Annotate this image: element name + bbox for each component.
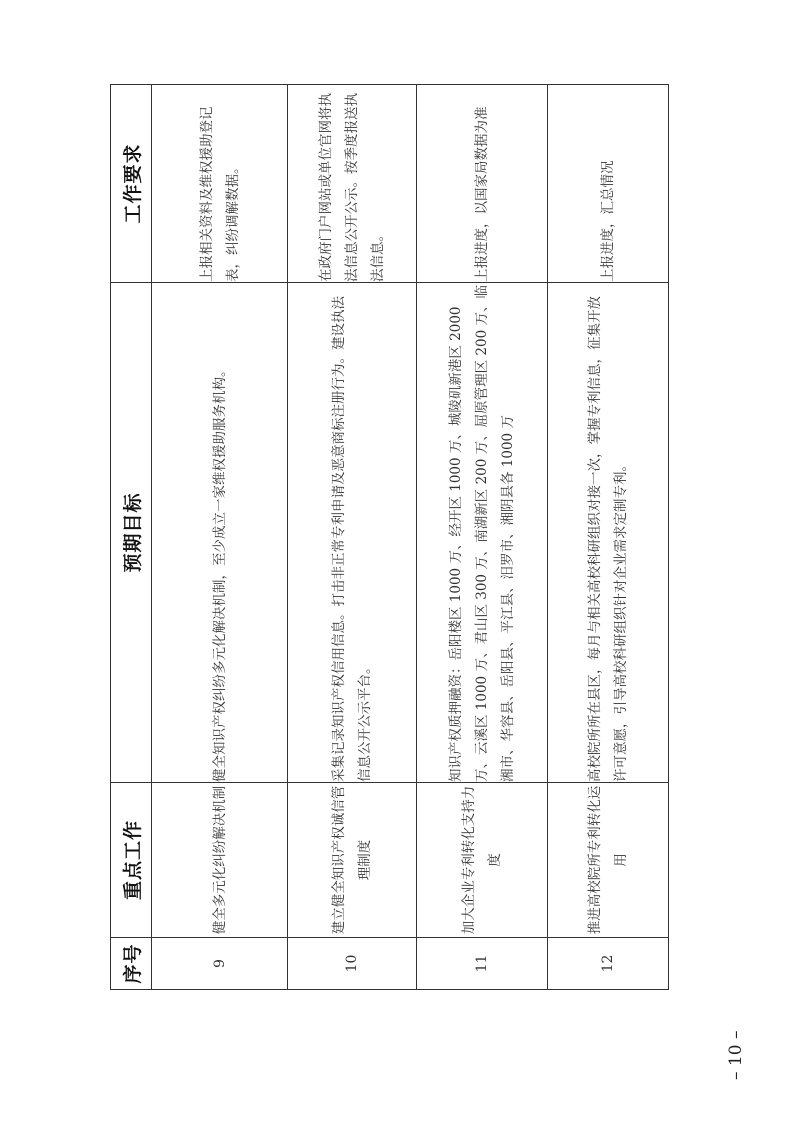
table-row [152,85,288,990]
cell-seq: 11 [417,938,548,990]
cell-task: 推进高校院所专利转化运用 [548,783,669,938]
cell-requirement: 上报进度，汇总情况 [548,85,669,283]
cell-seq: 9 [152,938,288,990]
table-row [417,85,548,990]
table-row [548,85,669,990]
table-row [288,85,417,990]
header-task: 重点工作 [111,783,152,938]
cell-goal: 知识产权质押融资：岳阳楼区 1000 万、经开区 1000 万、城陵矶新港区 2000 万、云溪区 1000 万、君山区 300 万、南湖新区 200 万、屈原管理区 200 万、临湘市、华容县、岳阳县、平江县、汨罗市、湘阴县各 1000 万 [417,283,548,783]
header-seq: 序号 [111,938,152,990]
work-plan-table [110,84,669,990]
cell-requirement: 上报进度，以国家局数据为准 [417,85,548,283]
page-number: – 10 – [726,1030,746,1080]
cell-goal: 采集记录知识产权信用信息。打击非正常专利申请及恶意商标注册行为。建设执法信息公开公示平台。 [288,283,417,783]
cell-task: 建立健全知识产权诚信管理制度 [288,783,417,938]
cell-requirement: 上报相关资料及维权援助登记表，纠纷调解数据。 [152,85,288,283]
cell-seq: 12 [548,938,669,990]
header-requirement: 工作要求 [111,85,152,283]
rotated-table-wrapper [110,85,668,990]
cell-seq: 10 [288,938,417,990]
cell-task: 加大企业专利转化支持力度 [417,783,548,938]
table-header-row [111,85,152,990]
cell-goal: 高校院所所在县区，每月与相关高校科研组织对接一次，掌握专利信息，征集开放许可意愿，引导高校科研组织针对企业需求定制专利。 [548,283,669,783]
cell-task: 健全多元化纠纷解决机制 [152,783,288,938]
cell-goal: 健全知识产权纠纷多元化解决机制，至少成立一家维权援助服务机构。 [152,283,288,783]
cell-requirement: 在政府门户网站或单位官网将执法信息公开公示。按季度报送执法信息。 [288,85,417,283]
header-goal: 预期目标 [111,283,152,783]
